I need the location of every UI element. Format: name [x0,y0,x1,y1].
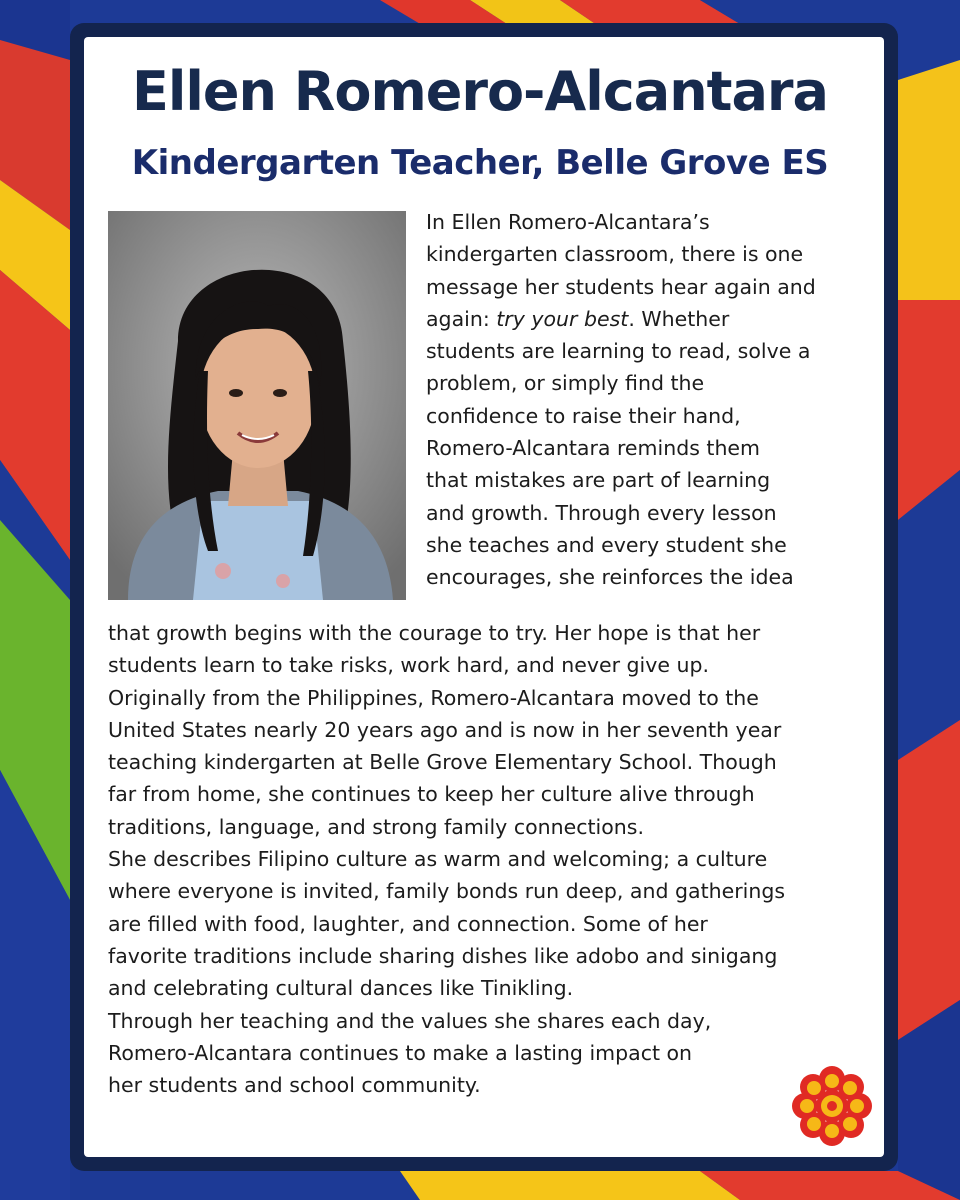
bio-line: she teaches and every student she [426,532,787,557]
bio-line: Originally from the Philippines, Romero-Alcantara moved to the [108,685,759,710]
bio-line: and celebrating cultural dances like Tinikling. [108,976,574,1001]
bio-body [108,617,878,1101]
bio-line: her students and school community. [108,1073,481,1098]
bio-line: encourages, she reinforces the idea [426,565,794,590]
bio-line: traditions, language, and strong family connections. [108,814,644,839]
bio-line: Romero-Alcantara reminds them [426,436,761,461]
bio-line: favorite traditions include sharing dishes like adobo and sinigang [108,943,778,968]
bio-line: far from home, she continues to keep her culture alive through [108,782,755,807]
bio-line-motto [426,303,871,335]
bio-line: kindergarten classroom, there is one [426,242,804,267]
bio-line: Through her teaching and the values she shares each day, [108,1008,712,1033]
teacher-portrait-photo [108,211,406,600]
bio-line: that mistakes are part of learning [426,468,771,493]
teacher-role: Kindergarten Teacher, Belle Grove ES [131,143,829,183]
bio-line: United States nearly 20 years ago and is now in her seventh year [108,717,782,742]
bio-line: are filled with food, laughter, and connection. Some of her [108,911,708,936]
bio-line: where everyone is invited, family bonds run deep, and gatherings [108,879,786,904]
bio-text: again: [426,306,497,331]
bio-line: that growth begins with the courage to try. Her hope is that her [108,621,761,645]
bio-line: problem, or simply find the [426,371,705,396]
bio-line: In Ellen Romero-Alcantara’s [426,210,710,234]
motto-emphasis: try your best [496,306,629,331]
bio-line: students learn to take risks, work hard, and never give up. [108,653,710,678]
bio-line: students are learning to read, solve a [426,339,811,364]
bio-line: teaching kindergarten at Belle Grove Elementary School. Though [108,750,777,775]
teacher-name: Ellen Romero-Alcantara [131,60,828,123]
bio-text: . Whether [628,306,730,331]
bio-line: and growth. Through every lesson [426,500,777,525]
bio-line: She describes Filipino culture as warm and welcoming; a culture [108,847,768,872]
bio-line: confidence to raise their hand, [426,403,741,428]
bio-line: Romero-Alcantara continues to make a lasting impact on [108,1040,693,1065]
bio-intro [426,206,871,594]
bio-line: message her students hear again and [426,274,816,299]
flower-icon [791,1065,873,1147]
